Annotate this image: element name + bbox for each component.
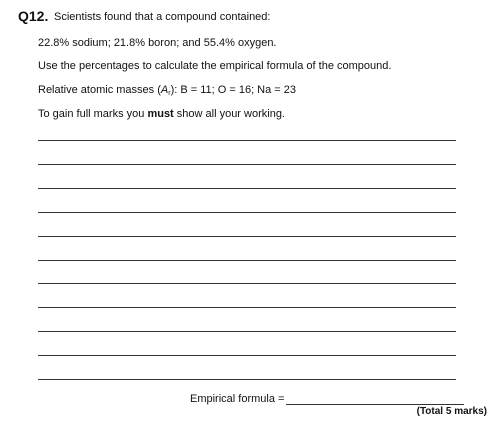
ram-subscript: r [168, 90, 171, 97]
composition-text: 22.8% sodium; 21.8% boron; and 55.4% oxygen. [38, 37, 277, 49]
answer-line[interactable] [38, 212, 456, 213]
answer-line[interactable] [38, 188, 456, 189]
ram-values: ): B = 11; O = 16; Na = 23 [170, 84, 297, 96]
working-emphasis: must [147, 108, 174, 120]
answer-line[interactable] [38, 164, 456, 165]
ram-symbol: A [160, 84, 169, 96]
answer-line[interactable] [38, 331, 456, 332]
answer-line[interactable] [38, 307, 456, 308]
answer-line[interactable] [38, 260, 456, 261]
answer-line[interactable] [38, 379, 456, 380]
instruction-text: Use the percentages to calculate the empirical formula of the compound. [38, 60, 392, 72]
answer-lines [38, 0, 456, 431]
question-intro: Scientists found that a compound contained: [54, 11, 271, 23]
total-marks: (Total 5 marks) [416, 406, 487, 417]
answer-line[interactable] [38, 283, 456, 284]
answer-line[interactable] [38, 236, 456, 237]
working-prefix: To gain full marks you [38, 108, 148, 120]
formula-label: Empirical formula = [190, 393, 285, 405]
answer-line[interactable] [38, 140, 456, 141]
question-number: Q12. [18, 8, 49, 24]
ram-prefix: Relative atomic masses ( [38, 84, 161, 96]
working-suffix: show all your working. [173, 108, 285, 120]
answer-line[interactable] [38, 355, 456, 356]
